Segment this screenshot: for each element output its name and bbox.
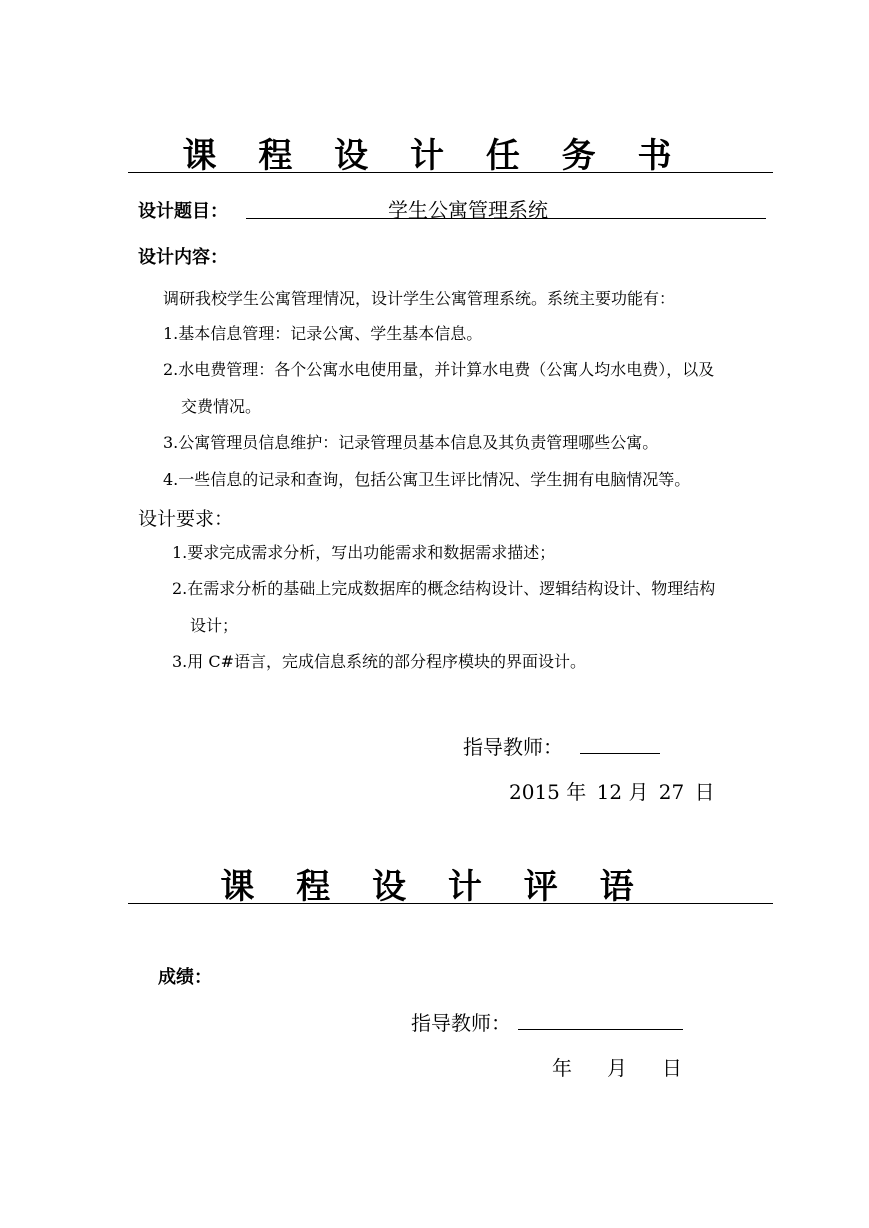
task-date-year-unit: 年: [566, 780, 587, 804]
requirement-line-3: 3.用 C#语言，完成信息系统的部分程序模块的界面设计。: [172, 652, 587, 671]
task-date-month-unit: 月: [628, 780, 649, 804]
comment-teacher-signature-field: [518, 1007, 683, 1030]
task-date-month: 12: [596, 780, 623, 804]
task-date-day: 27: [658, 780, 685, 804]
requirement-line-1: 1.要求完成需求分析，写出功能需求和数据需求描述；: [172, 543, 556, 562]
task-date: [509, 776, 715, 805]
content-line-4: 4.一些信息的记录和查询，包括公寓卫生评比情况、学生拥有电脑情况等。: [163, 470, 691, 489]
task-date-day-unit: 日: [694, 780, 715, 804]
requirement-line-2-cont: 设计；: [190, 616, 239, 635]
task-teacher-label: 指导教师：: [463, 735, 563, 759]
requirements-label: 设计要求：: [138, 508, 234, 530]
task-date-year: 2015: [509, 780, 560, 804]
content-line-intro: 调研我校学生公寓管理情况，设计学生公寓管理系统。系统主要功能有：: [163, 289, 676, 308]
topic-label: 设计题目：: [138, 201, 228, 222]
comment-teacher-label: 指导教师：: [411, 1011, 511, 1035]
content-line-3: 3.公寓管理员信息维护：记录管理员基本信息及其负责管理哪些公寓。: [163, 433, 659, 452]
task-book-title-rule: [128, 172, 773, 173]
grade-label: 成绩：: [158, 967, 212, 988]
comment-date-year-unit: 年: [552, 1056, 572, 1080]
comment-title: 课 程 设 计 评 语: [220, 867, 649, 907]
comment-title-rule: [128, 903, 773, 904]
task-teacher-signature-field: [580, 731, 660, 754]
requirement-line-2: 2.在需求分析的基础上完成数据库的概念结构设计、逻辑结构设计、物理结构: [172, 579, 716, 598]
content-line-1: 1.基本信息管理：记录公寓、学生基本信息。: [163, 324, 483, 343]
content-label: 设计内容：: [138, 247, 228, 268]
comment-date-month-unit: 月: [607, 1056, 627, 1080]
task-book-title: 课 程 设 计 任 务 书: [182, 136, 687, 176]
topic-value: 学生公寓管理系统: [388, 198, 548, 222]
comment-date-day-unit: 日: [662, 1056, 682, 1080]
content-line-2: 2.水电费管理：各个公寓水电使用量，并计算水电费（公寓人均水电费），以及: [163, 360, 715, 379]
content-line-2-cont: 交费情况。: [181, 397, 262, 416]
